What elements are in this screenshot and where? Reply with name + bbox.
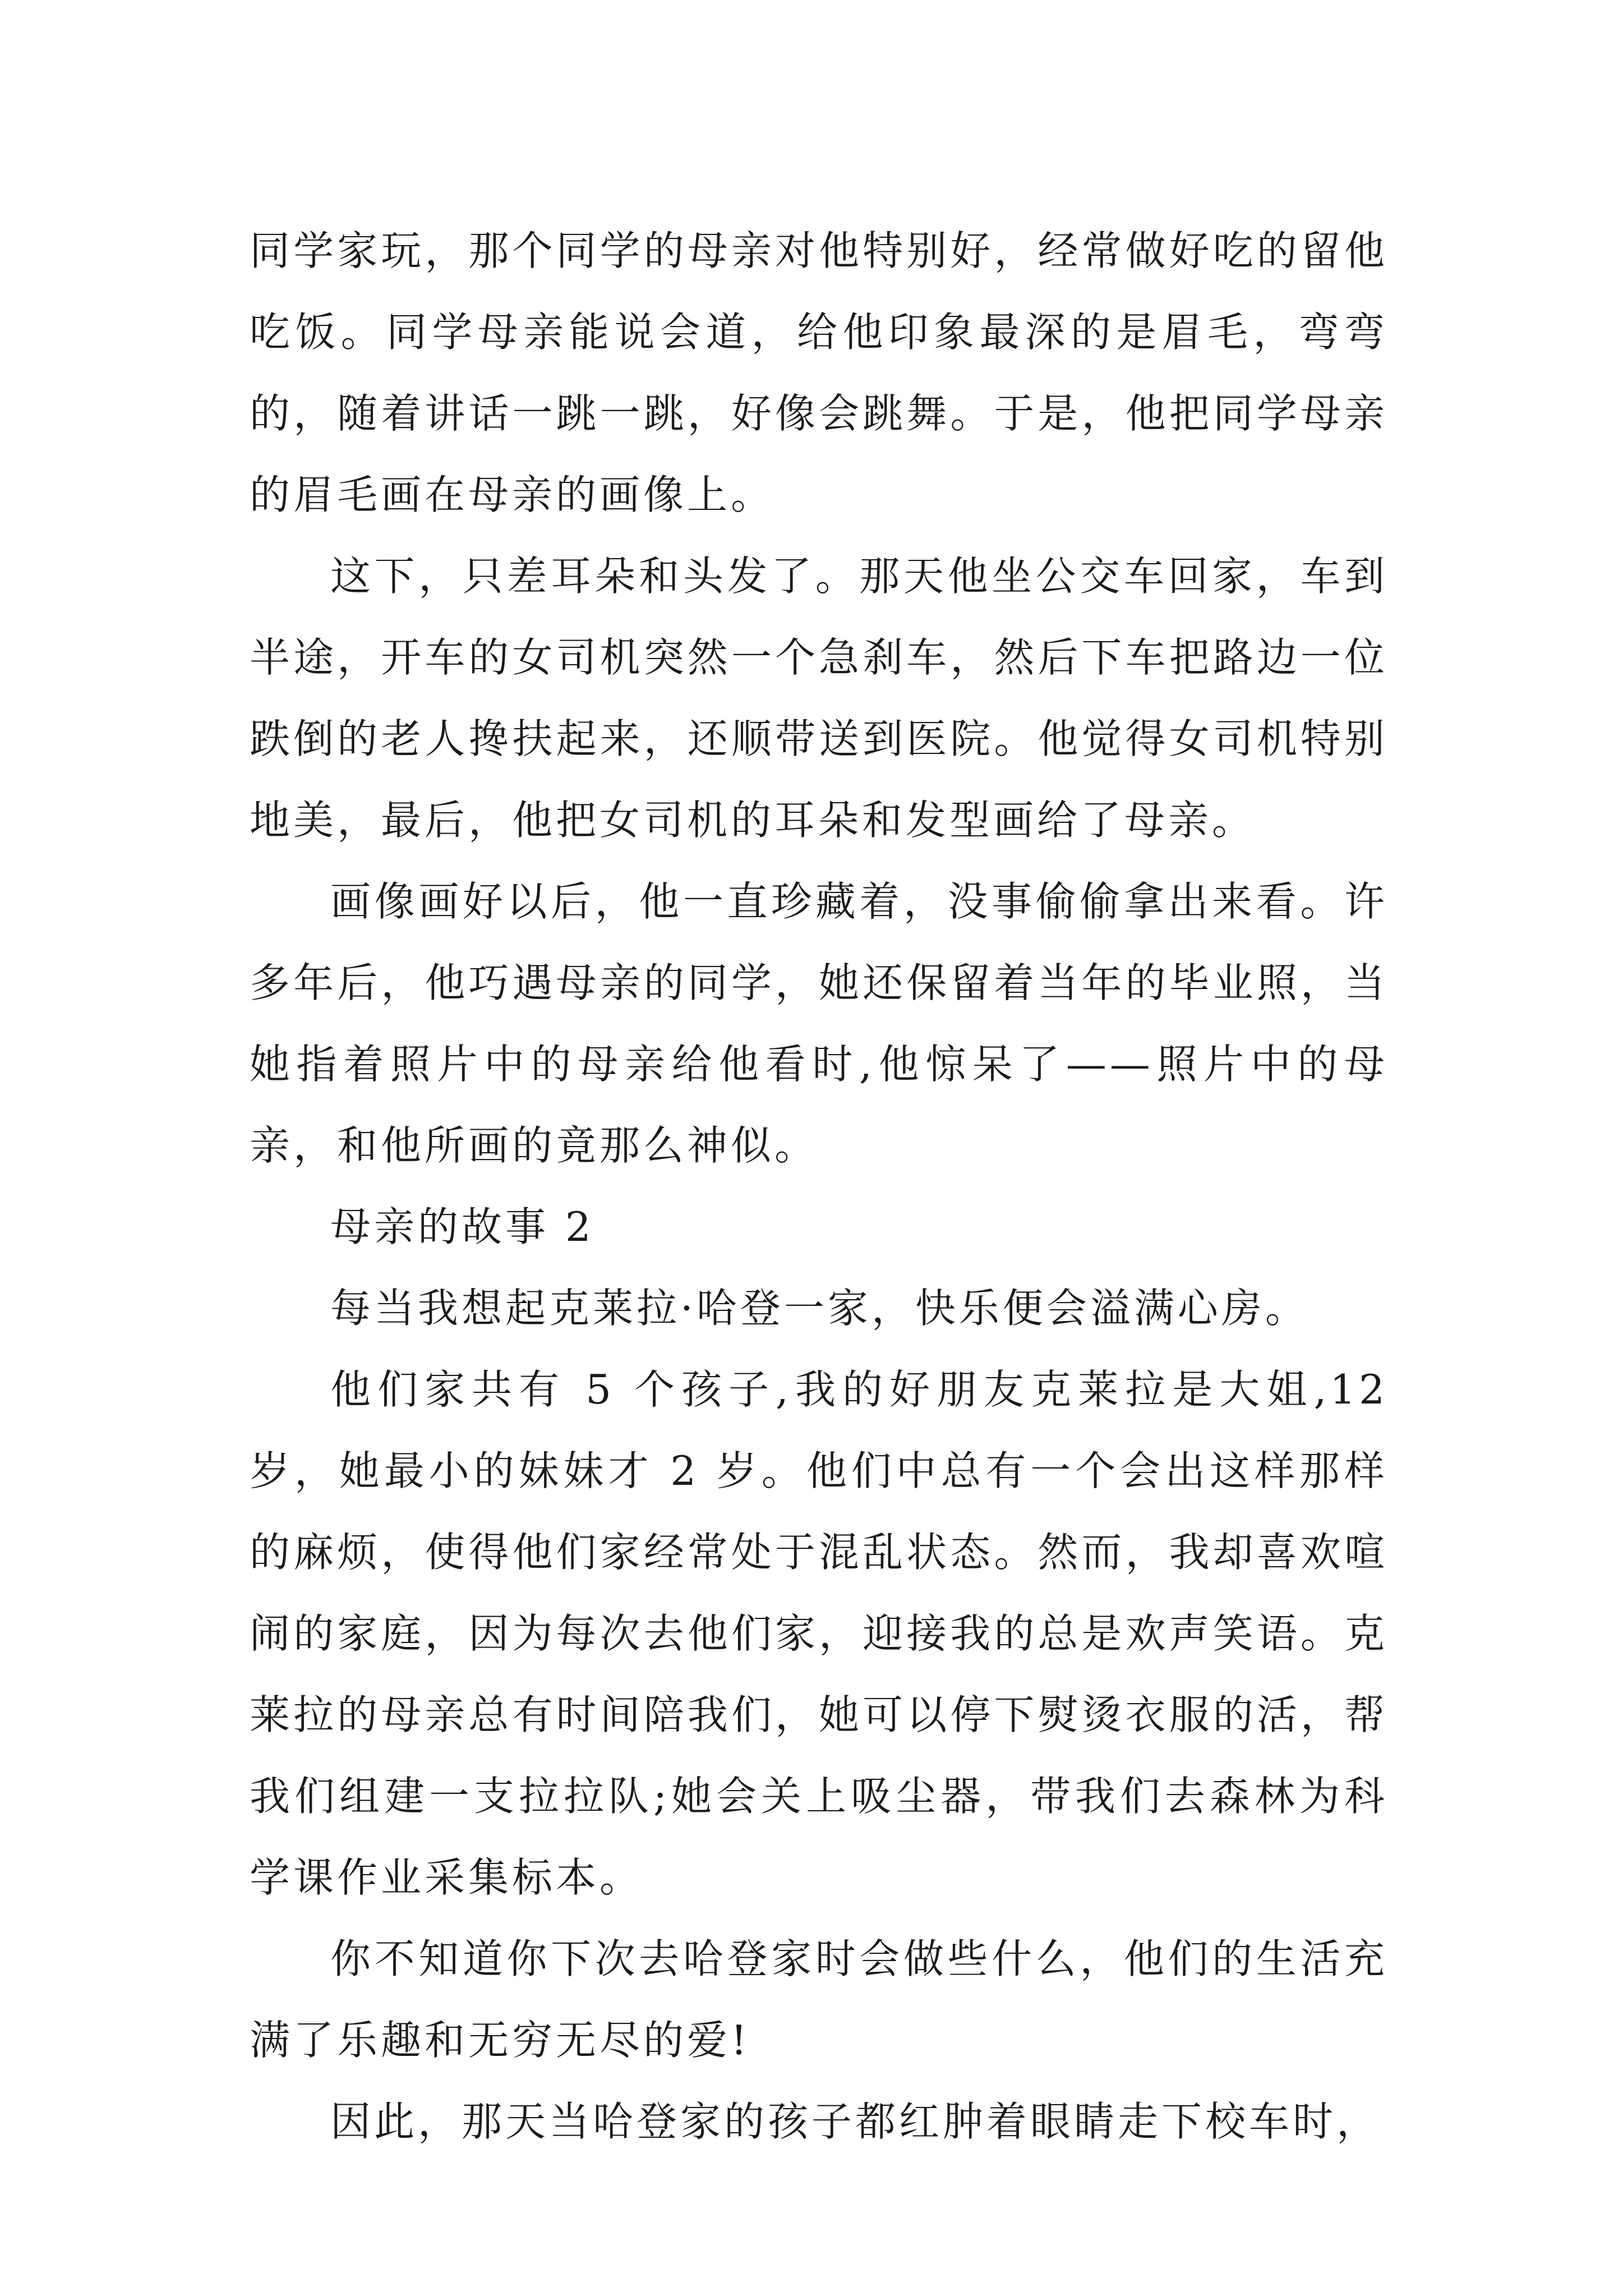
paragraph-1: 同学家玩，那个同学的母亲对他特别好，经常做好吃的留他吃饭。同学母亲能说会道，给他印象最深的是眉毛，弯弯的，随着讲话一跳一跳，好像会跳舞。于是，他把同学母亲的眉毛画在母亲的画像上。 xyxy=(250,227,1388,518)
paragraph-2: 这下，只差耳朵和头发了。那天他坐公交车回家，车到半途，开车的女司机突然一个急刹车，然后下车把路边一位跌倒的老人搀扶起来，还顺带送到医院。他觉得女司机特别地美，最后，他把女司机的耳朵和发型画给了母亲。 xyxy=(250,553,1388,844)
document-body xyxy=(250,210,1388,2162)
paragraph-5: 他们家共有 5 个孩子,我的好朋友克莱拉是大姐,12 岁，她最小的妹妹才 2 岁。他们中总有一个会出这样那样的麻烦，使得他们家经常处于混乱状态。然而，我却喜欢喧闹的家庭，因为每次去他们家，迎接我的总是欢声笑语。克莱拉的母亲总有时间陪我们，她可以停下熨烫衣服的活，帮我们组建一支拉拉队;她会关上吸尘器，带我们去森林为科学课作业采集标本。 xyxy=(250,1366,1388,1901)
paragraph-7: 因此，那天当哈登家的孩子都红肿着眼睛走下校车时， xyxy=(330,2098,1381,2145)
section-title: 母亲的故事 2 xyxy=(330,1203,594,1250)
paragraph-6: 你不知道你下次去哈登家时会做些什么，他们的生活充满了乐趣和无穷无尽的爱! xyxy=(250,1935,1388,2064)
paragraph-4: 每当我想起克莱拉·哈登一家，快乐便会溢满心房。 xyxy=(330,1285,1309,1332)
paragraph-3: 画像画好以后，他一直珍藏着，没事偷偷拿出来看。许多年后，他巧遇母亲的同学，她还保留着当年的毕业照，当她指着照片中的母亲给他看时,他惊呆了——照片中的母亲，和他所画的竟那么神似。 xyxy=(250,878,1388,1169)
